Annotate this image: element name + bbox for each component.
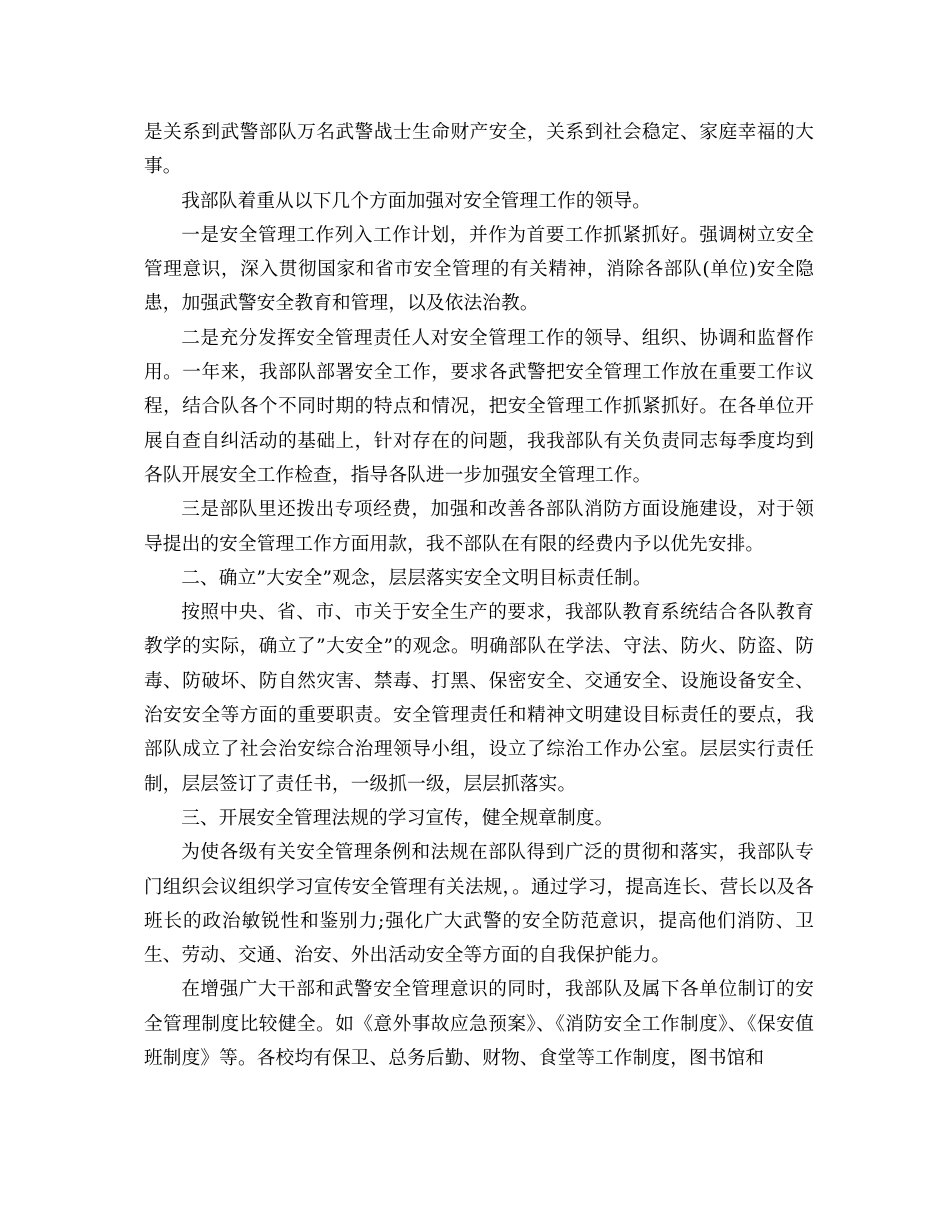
section-heading-two: 二、确立”大安全”观念，层层落实安全文明目标责任制。 [181,567,652,589]
paragraph-intro: 我部队着重从以下几个方面加强对安全管理工作的领导。 [181,190,652,212]
paragraph-point-one: 一是安全管理工作列入工作计划，并作为首要工作抓紧抓好。强调树立安全管理意识，深入贯彻国家和省市安全管理的有关精神，消除各部队(单位)安全隐患，加强武警安全教育和管理，以及依法治教。 [144,224,814,315]
paragraph-section-three-body: 为使各级有关安全管理条例和法规在部队得到广泛的贯彻和落实，我部队专门组织会议组织学习宣传安全管理有关法规，。通过学习，提高连长、营长以及各班长的政治敏锐性和鉴别力;强化广大武警的安全防范意识，提高他们消防、卫生、劳动、交通、治安、外出活动安全等方面的自我保护能力。 [144,842,814,967]
paragraph-section-two-body: 按照中央、省、市、市关于安全生产的要求，我部队教育系统结合各队教育教学的实际，确立了”大安全”的观念。明确部队在学法、守法、防火、防盗、防毒、防破坏、防自然灾害、禁毒、打黑、保密安全、交通安全、设施设备安全、治安安全等方面的重要职责。安全管理责任和精神文明建设目标责任的要点，我部队成立了社会治安综合治理领导小组，设立了综治工作办公室。层层实行责任制，层层签订了责任书，一级抓一级，层层抓落实。 [144,602,814,795]
paragraph-point-three: 三是部队里还拨出专项经费，加强和改善各部队消防方面设施建设，对于领导提出的安全管理工作方面用款，我不部队在有限的经费内予以优先安排。 [144,499,814,555]
paragraph-rules-system: 在增强广大干部和武警安全管理意识的同时，我部队及属下各单位制订的安全管理制度比较健全。如《意外事故应急预案》、《消防安全工作制度》、《保安值班制度》等。各校均有保卫、总务后勤、财物、食堂等工作制度，图书馆和 [144,979,814,1070]
section-heading-three: 三、开展安全管理法规的学习宣传，健全规章制度。 [181,807,614,829]
paragraph-point-two: 二是充分发挥安全管理责任人对安全管理工作的领导、组织、协调和监督作用。一年来，我部队部署安全工作，要求各武警把安全管理工作放在重要工作议程，结合队各个不同时期的特点和情况，把安全管理工作抓紧抓好。在各单位开展自查自纠活动的基础上，针对存在的问题，我我部队有关负责同志每季度均到各队开展安全工作检查，指导各队进一步加强安全管理工作。 [144,327,814,486]
document-body [144,116,814,1076]
paragraph-continuation: 是关系到武警部队万名武警战士生命财产安全，关系到社会稳定、家庭幸福的大事。 [144,122,814,178]
